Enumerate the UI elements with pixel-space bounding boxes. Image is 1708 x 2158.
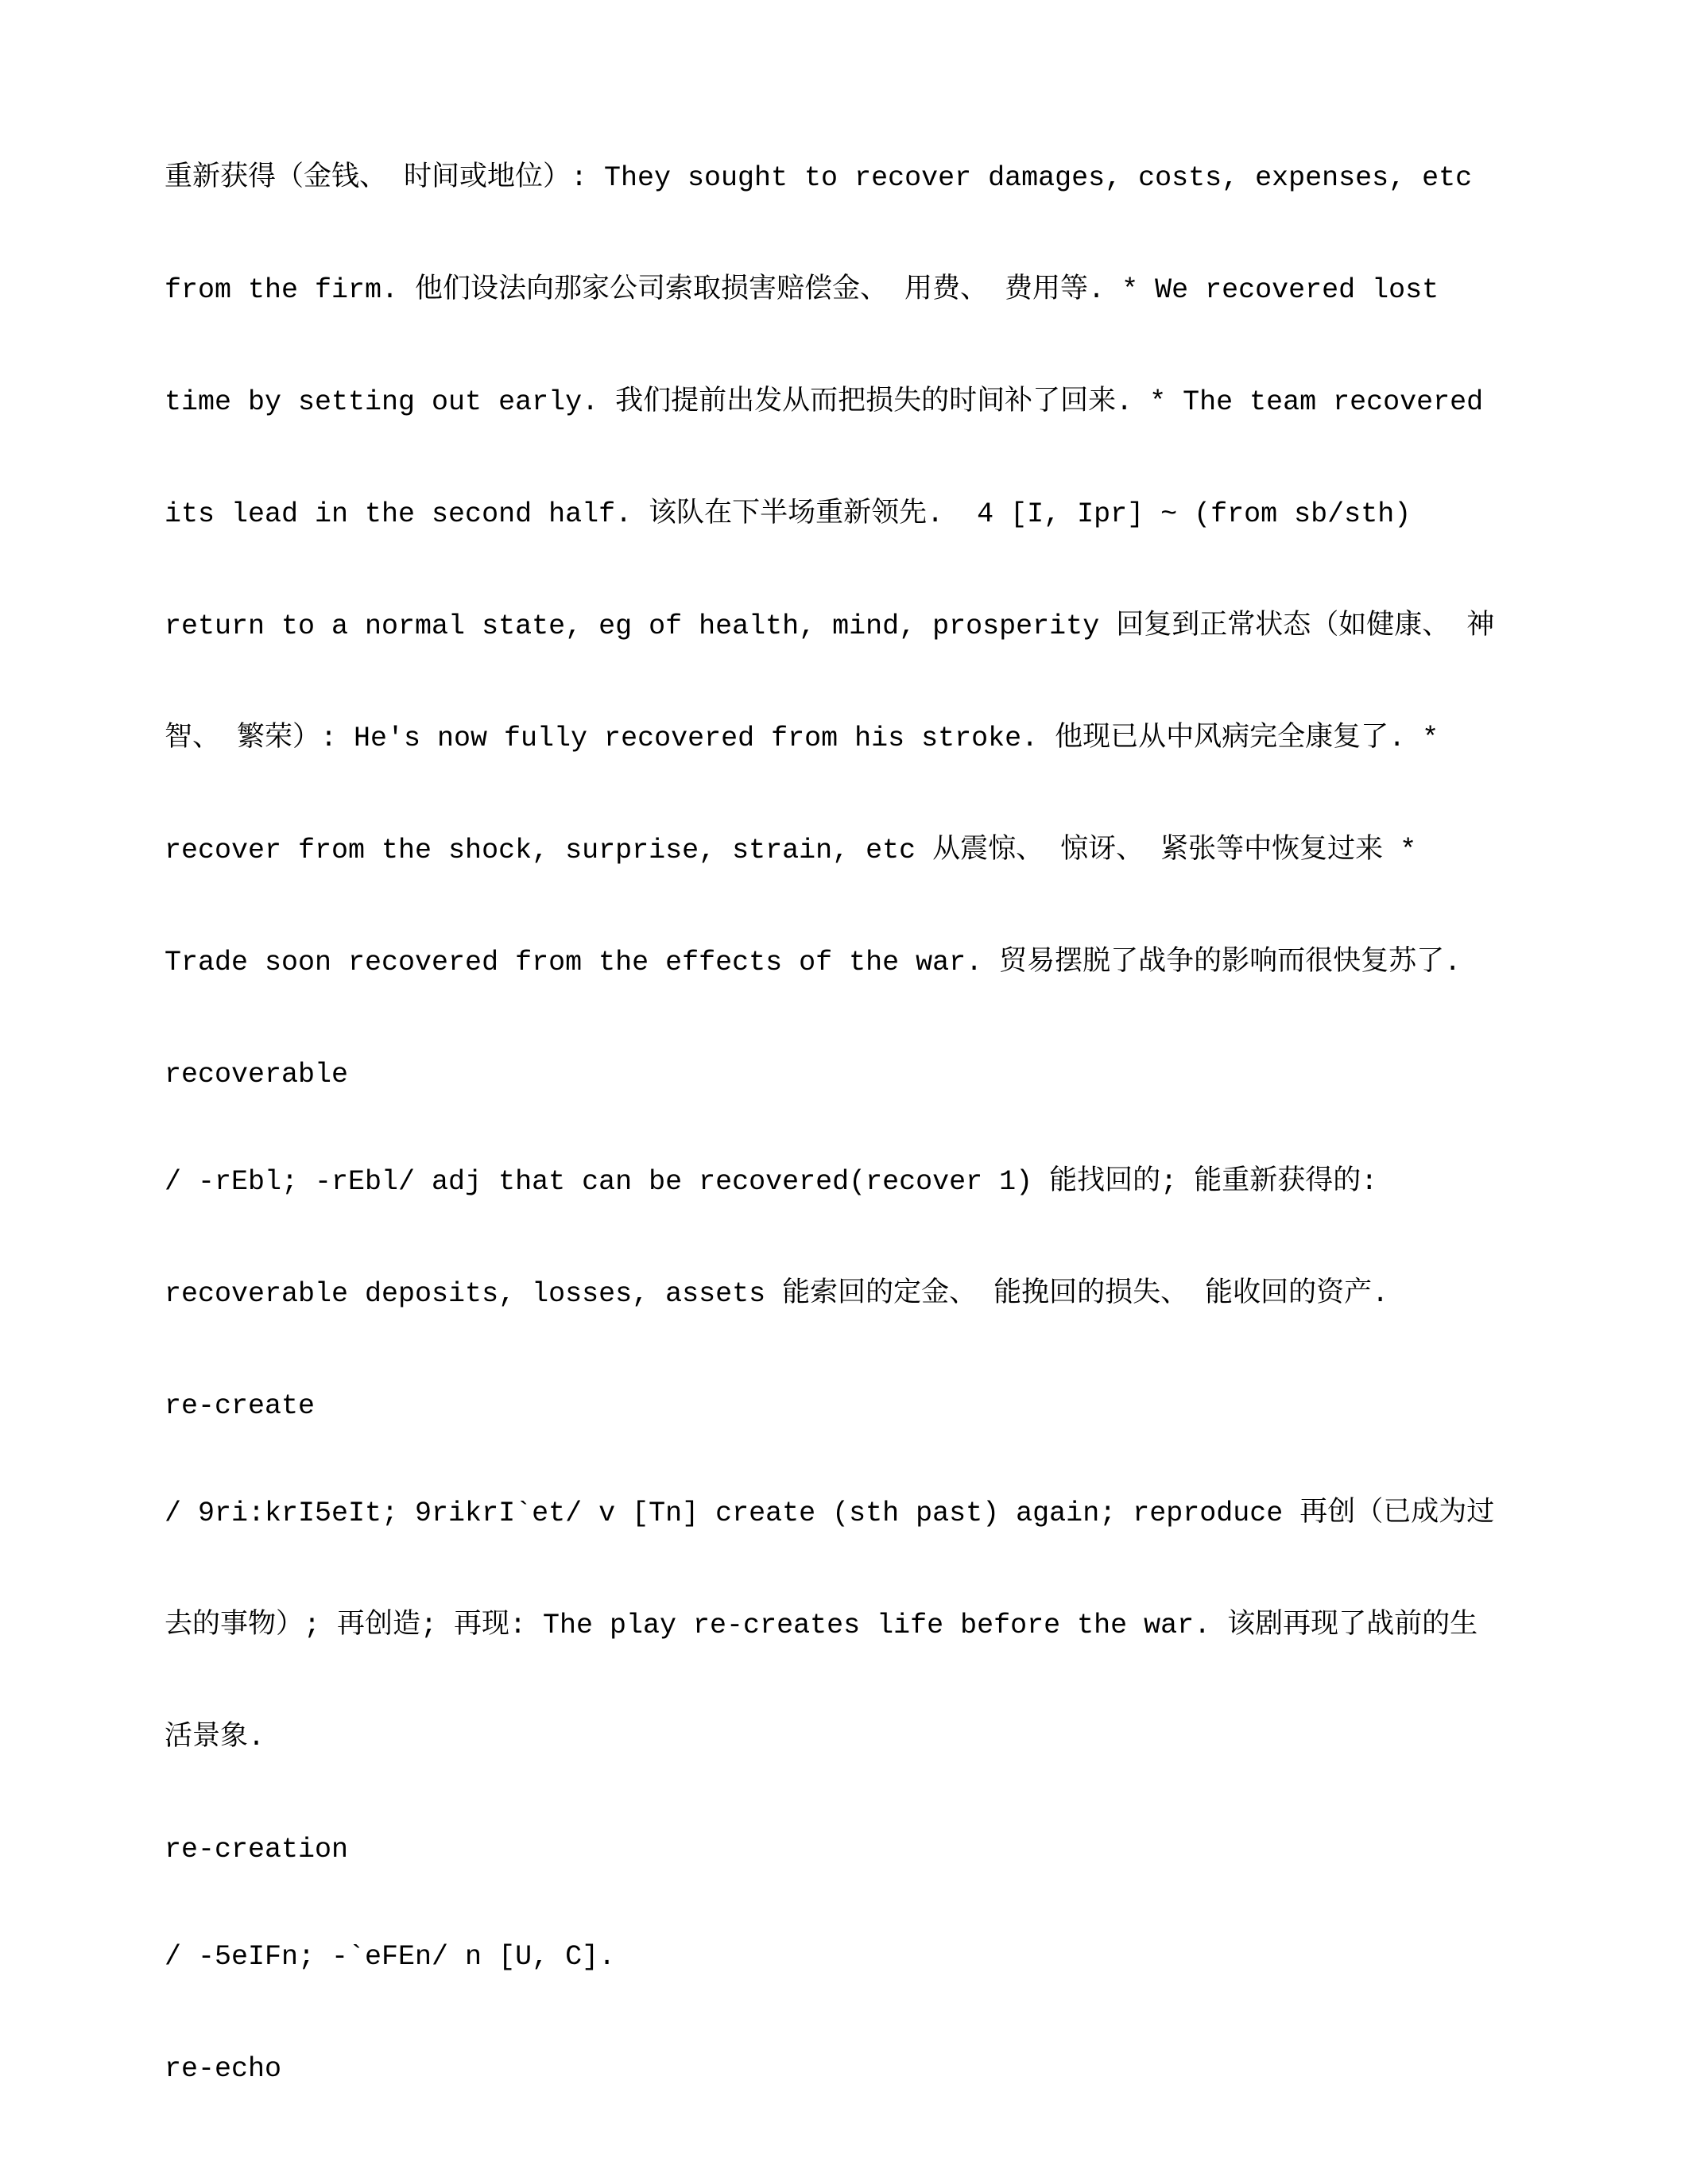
headword-re-echo: re-echo (165, 2053, 282, 2085)
text-line: / 9ri:krI5eIt; 9rikrI`et/ v [Tn] create (sth past) again; reproduce 再创（已成为过 (165, 1497, 1495, 1529)
headword-re-creation: re-creation (165, 1834, 349, 1865)
text-line: from the firm. 他们设法向那家公司索取损害赔偿金、 用费、 费用等. * We recovered lost (165, 274, 1439, 306)
dictionary-text (165, 85, 1563, 2158)
text-line: / -5eIFn; -`eFEn/ n [U, C]. (165, 1941, 616, 1973)
text-line: its lead in the second half. 该队在下半场重新领先. 4 [I, Ipr] ~ (from sb/sth) (165, 498, 1412, 530)
text-line: 去的事物）; 再创造; 再现: The play re-creates life before the war. 该剧再现了战前的生 (165, 1610, 1478, 1641)
text-line: 智、 繁荣）: He's now fully recovered from his stroke. 他现已从中风病完全康复了. * (165, 723, 1439, 754)
text-line: return to a normal state, eg of health, mind, prosperity 回复到正常状态（如健康、 神 (165, 610, 1495, 642)
text-line: / -rEbl; -rEbl/ adj that can be recovered(recover 1) 能找回的; 能重新获得的: (165, 1166, 1378, 1198)
text-line: Trade soon recovered from the effects of the war. 贸易摆脱了战争的影响而很快复苏了. (165, 947, 1462, 978)
text-line: recover from the shock, surprise, strain, etc 从震惊、 惊讶、 紧张等中恢复过来 * (165, 835, 1417, 866)
text-line: 活景象. (165, 1722, 265, 1753)
headword-recoverable: recoverable (165, 1059, 349, 1091)
text-line: time by setting out early. 我们提前出发从而把损失的时间补了回来. * The team recovered (165, 386, 1484, 418)
text-line: 重新获得（金钱、 时间或地位）: They sought to recover damages, costs, expenses, etc (165, 162, 1473, 194)
text-line: recoverable deposits, losses, assets 能索回的定金、 能挽回的损失、 能收回的资产. (165, 1278, 1389, 1310)
headword-re-create: re-create (165, 1390, 316, 1422)
